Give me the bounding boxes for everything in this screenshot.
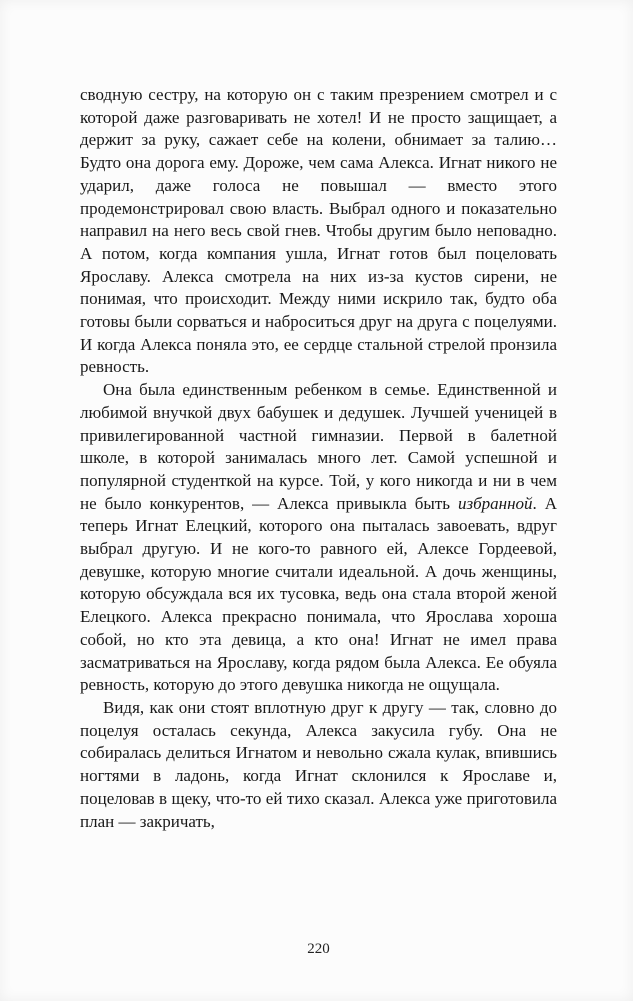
page-text xyxy=(80,84,557,833)
page-number: 220 xyxy=(307,941,330,957)
body-text: Видя, как они стоят вплотную друг к другу — так, словно до поцелуя осталась секунда, Алекса закусила губу. Она не собиралась делиться Игнатом и невольно сжала кулак, впившись ногтями в ладонь, когда Игнат склонился к Ярославе и, поцеловав в щеку, что-то ей тихо сказал. Алекса уже приготовила план — закричать, xyxy=(80,697,557,831)
paragraph xyxy=(80,379,557,697)
italic-text: избранной xyxy=(457,493,533,513)
body-text: сводную сестру, на которую он с таким презрением смотрел и с которой даже разговаривать не хотел! И не просто защищает, а держит за руку, сажает себе на колени, обнимает за талию… Будто она дорога ему. Дороже, чем сама Алекса. Игнат никого не ударил, даже голоса не повышал — вместо этого продемонстрировал свою власть. Выбрал одного и показательно направил на него весь свой гнев. Чтобы другим было неповадно. А потом, когда компания ушла, Игнат готов был поцеловать Ярославу. Алекса смотрела на них из-за кустов сирени, не понимая, что происходит. Между ними искрило так, будто оба готовы были сорваться и наброситься друг на друга с поцелуями. И когда Алекса поняла это, ее сердце стальной стрелой пронзила ревность. xyxy=(80,85,557,377)
body-text: . А теперь Игнат Елецкий, которого она пыталась завоевать, вдруг выбрал другую. И не кого-то равного ей, Алексе Гордеевой, девушке, которую многие считали идеальной. А дочь женщины, которую обсуждала вся их тусовка, ведь она стала второй женой Елецкого. Алекса прекрасно понимала, что Ярослава хороша собой, но кто эта девица, а кто она! Игнат не имел права засматриваться на Ярославу, когда рядом была Алекса. Ее обуяла ревность, которую до этого девушка никогда не ощущала. xyxy=(80,493,557,695)
paragraph xyxy=(80,84,557,379)
paragraph xyxy=(80,697,557,833)
body-text: Она была единственным ребенком в семье. Единственной и любимой внучкой двух бабушек и дедушек. Лучшей ученицей в привилегированной частной гимназии. Первой в балетной школе, в которой занималась много лет. Самой успешной и популярной студенткой на курсе. Той, у кого никогда и ни в чем не было конкурентов, — Алекса привыкла быть xyxy=(80,380,557,513)
